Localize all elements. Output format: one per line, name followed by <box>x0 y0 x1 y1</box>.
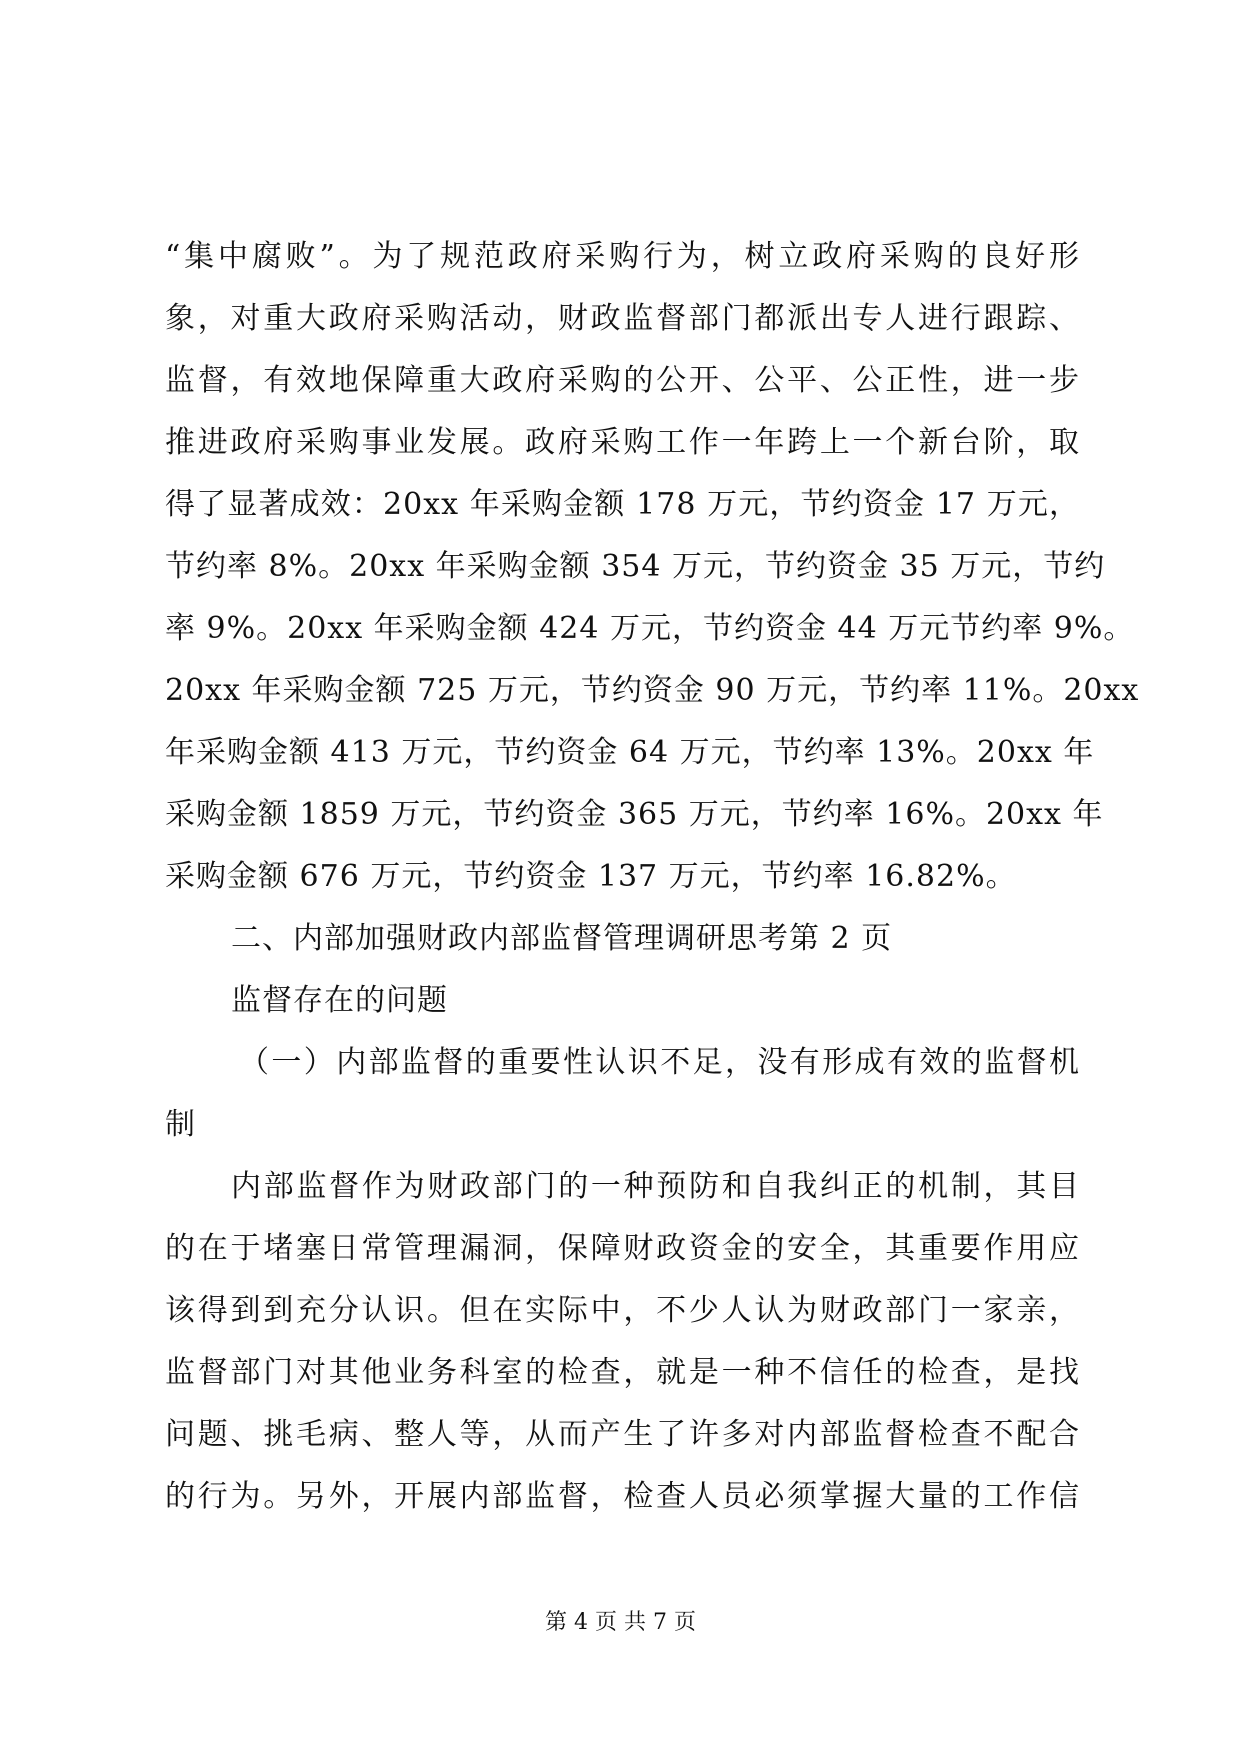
text-line: 象，对重大政府采购活动，财政监督部门都派出专人进行跟踪、 <box>165 301 1080 336</box>
section-heading: 监督存在的问题 <box>231 983 448 1018</box>
section-heading: 二、内部加强财政内部监督管理调研思考第 2 页 <box>231 921 893 956</box>
text-line: 采购金额 1859 万元，节约资金 365 万元，节约率 16%。20xx 年 <box>165 797 1104 832</box>
text-line: 年采购金额 413 万元，节约资金 64 万元，节约率 13%。20xx 年 <box>165 735 1095 770</box>
text-line: 监督，有效地保障重大政府采购的公开、公平、公正性，进一步 <box>165 363 1080 398</box>
text-line: 的行为。另外，开展内部监督，检查人员必须掌握大量的工作信 <box>165 1479 1080 1514</box>
text-line: 推进政府采购事业发展。政府采购工作一年跨上一个新台阶，取 <box>165 425 1080 460</box>
text-line: 监督部门对其他业务科室的检查，就是一种不信任的检查，是找 <box>165 1355 1080 1390</box>
body-text <box>165 226 1140 1528</box>
text-line: 问题、挑毛病、整人等，从而产生了许多对内部监督检查不配合 <box>165 1417 1080 1452</box>
text-line: 该得到到充分认识。但在实际中，不少人认为财政部门一家亲， <box>165 1293 1080 1328</box>
subsection-heading: 制 <box>165 1107 196 1142</box>
text-line: 得了显著成效：20xx 年采购金额 178 万元，节约资金 17 万元， <box>165 487 1080 522</box>
text-line: 节约率 8%。20xx 年采购金额 354 万元，节约资金 35 万元，节约 <box>165 549 1106 584</box>
text-line: “集中腐败”。为了规范政府采购行为，树立政府采购的良好形 <box>165 239 1080 274</box>
subsection-heading: （一）内部监督的重要性认识不足，没有形成有效的监督机 <box>239 1045 1080 1080</box>
text-line: 20xx 年采购金额 725 万元，节约资金 90 万元，节约率 11%。20xx <box>165 673 1140 708</box>
page-footer: 第 4 页 共 7 页 <box>545 1610 696 1635</box>
text-line: 内部监督作为财政部门的一种预防和自我纠正的机制，其目 <box>231 1169 1080 1204</box>
text-line: 率 9%。20xx 年采购金额 424 万元，节约资金 44 万元节约率 9%。 <box>165 611 1135 646</box>
text-line: 采购金额 676 万元，节约资金 137 万元，节约率 16.82%。 <box>165 859 1017 894</box>
text-line: 的在于堵塞日常管理漏洞，保障财政资金的安全，其重要作用应 <box>165 1231 1080 1266</box>
